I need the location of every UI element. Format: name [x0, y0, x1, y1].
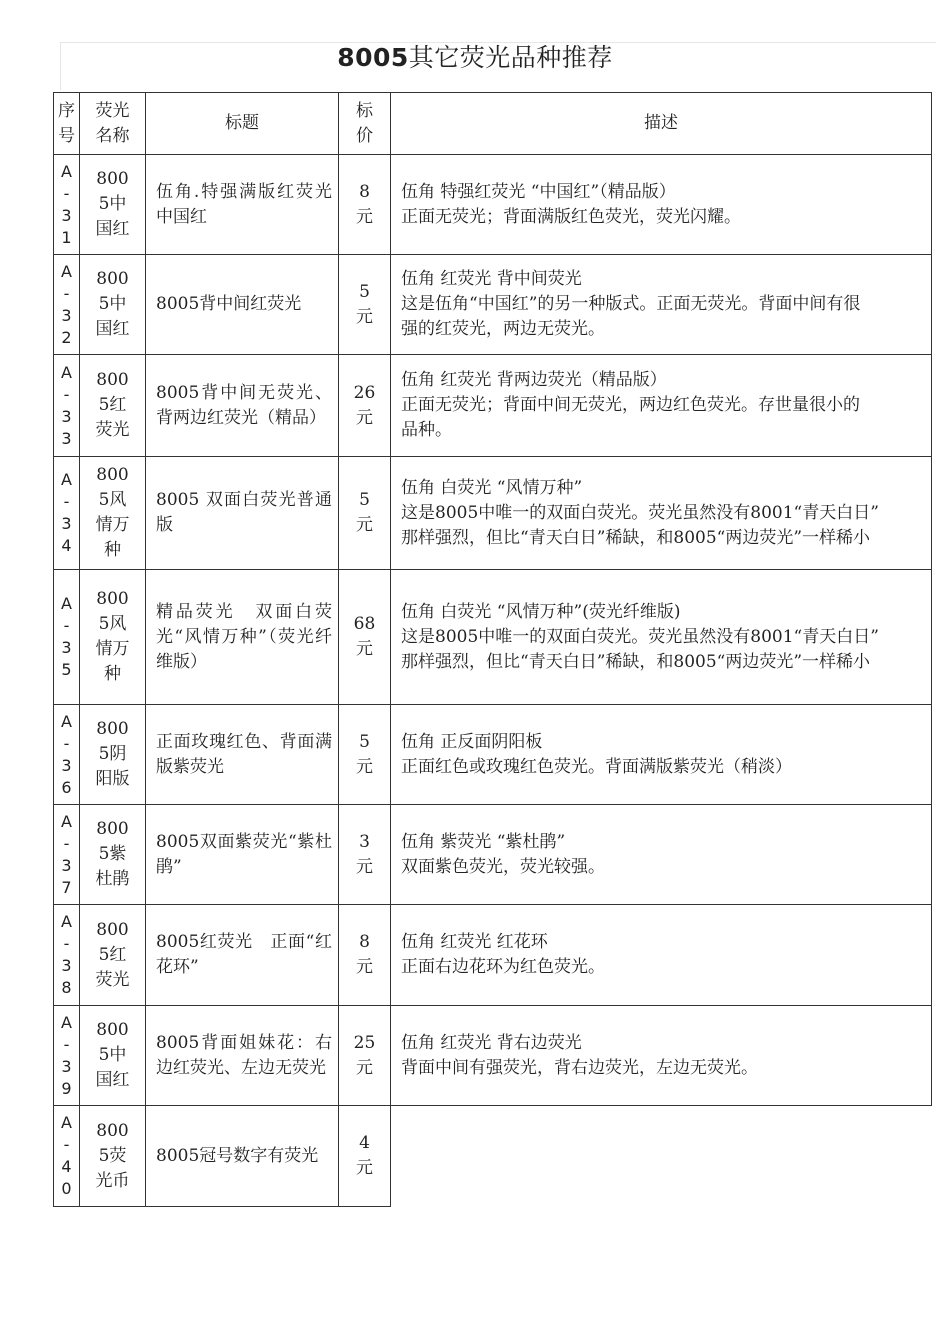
row-name: 8005风情万种 — [80, 570, 146, 705]
row-title: 8005背中间无荧光、背两边红荧光（精品） — [146, 355, 339, 457]
row-seq: A-36 — [54, 705, 80, 805]
header-title: 标题 — [146, 93, 339, 155]
variety-table — [53, 92, 932, 1207]
row-desc — [391, 1006, 932, 1106]
row-desc-line: 品种。 — [401, 420, 452, 440]
row-desc-line: 强的红荧光，两边无荧光。 — [401, 319, 605, 339]
header-price: 标价 — [339, 93, 391, 155]
row-price: 68元 — [339, 570, 391, 705]
row-desc-line: 背面中间有强荧光，背右边荧光，左边无荧光。 — [401, 1057, 758, 1078]
table-row — [54, 1106, 932, 1207]
row-desc — [391, 705, 932, 805]
row-price: 5元 — [339, 457, 391, 570]
header-name: 荧光名称 — [80, 93, 146, 155]
row-desc-line: 正面无荧光；背面满版红色荧光，荧光闪耀。 — [401, 206, 741, 227]
page-title-number: 8005 — [337, 43, 409, 72]
row-price: 25元 — [339, 1006, 391, 1106]
table-row — [54, 155, 932, 255]
row-desc — [391, 905, 932, 1006]
row-price: 26元 — [339, 355, 391, 457]
row-price: 8元 — [339, 155, 391, 255]
row-name: 8005紫杜鹃 — [80, 805, 146, 905]
row-price: 5元 — [339, 255, 391, 355]
row-seq: A-40 — [54, 1106, 80, 1207]
table-row — [54, 570, 932, 705]
row-desc-line: 伍角 红荧光 背中间荧光 — [401, 269, 582, 289]
row-title: 正面玫瑰红色、背面满版紫荧光 — [146, 705, 339, 805]
row-seq: A-33 — [54, 355, 80, 457]
row-price: 5元 — [339, 705, 391, 805]
row-title: 8005 双面白荧光普通版 — [146, 457, 339, 570]
row-desc-line: 伍角 红荧光 红花环 — [401, 932, 548, 952]
row-seq: A-39 — [54, 1006, 80, 1106]
row-seq: A-32 — [54, 255, 80, 355]
table-header-row — [54, 93, 932, 155]
row-name: 8005红荧光 — [80, 355, 146, 457]
row-title: 8005背面姐妹花：右边红荧光、左边无荧光 — [146, 1006, 339, 1106]
table-row — [54, 705, 932, 805]
header-desc: 描述 — [391, 93, 932, 155]
table-row — [54, 805, 932, 905]
row-name: 8005风情万种 — [80, 457, 146, 570]
row-seq: A-35 — [54, 570, 80, 705]
row-title: 8005背中间红荧光 — [146, 255, 339, 355]
row-desc-line: 这是伍角“中国红”的另一种版式。正面无荧光。背面中间有很 — [401, 294, 861, 314]
row-desc-line: 这是8005中唯一的双面白荧光。荧光虽然没有8001“青天白日” — [401, 502, 879, 523]
row-desc-line: 伍角 白荧光 “风情万种”(荧光纤维版) — [401, 601, 681, 622]
table-row — [54, 905, 932, 1006]
row-desc — [391, 457, 932, 570]
row-desc-line: 伍角 特强红荧光 “中国红”（精品版） — [401, 181, 676, 202]
row-seq: A-31 — [54, 155, 80, 255]
row-desc-line: 正面红色或玫瑰红色荧光。背面满版紫荧光（稍淡） — [401, 756, 792, 777]
row-desc — [391, 355, 932, 457]
row-title: 精品荧光 双面白荧光“风情万种”（荧光纤维版） — [146, 570, 339, 705]
row-desc-line: 伍角 白荧光 “风情万种” — [401, 477, 583, 498]
row-price: 4元 — [339, 1106, 391, 1207]
row-seq: A-38 — [54, 905, 80, 1006]
row-seq: A-37 — [54, 805, 80, 905]
row-desc-empty — [391, 1106, 932, 1207]
row-desc-line: 那样强烈，但比“青天白日”稀缺，和8005“两边荧光”一样稀小 — [401, 527, 871, 548]
row-name: 8005中国红 — [80, 1006, 146, 1106]
row-desc — [391, 255, 932, 355]
row-name: 8005阴阳版 — [80, 705, 146, 805]
table-row — [54, 1006, 932, 1106]
row-seq: A-34 — [54, 457, 80, 570]
row-title: 8005冠号数字有荧光 — [146, 1106, 339, 1207]
page-title — [0, 38, 950, 74]
row-desc-line: 双面紫色荧光，荧光较强。 — [401, 856, 605, 877]
row-desc — [391, 570, 932, 705]
row-desc-line: 这是8005中唯一的双面白荧光。荧光虽然没有8001“青天白日” — [401, 626, 879, 647]
row-price: 3元 — [339, 805, 391, 905]
row-title: 伍角.特强满版红荧光 中国红 — [146, 155, 339, 255]
row-desc-line: 伍角 红荧光 背两边荧光（精品版） — [401, 370, 667, 390]
page-title-text: 其它荧光品种推荐 — [408, 43, 613, 72]
row-title: 8005双面紫荧光“紫杜鹃” — [146, 805, 339, 905]
row-desc-line: 伍角 正反面阴阳板 — [401, 731, 543, 752]
table-row — [54, 255, 932, 355]
row-desc-line: 伍角 红荧光 背右边荧光 — [401, 1032, 582, 1053]
row-title: 8005红荧光 正面“红花环” — [146, 905, 339, 1006]
row-name: 8005中国红 — [80, 255, 146, 355]
table-row — [54, 355, 932, 457]
table-row — [54, 457, 932, 570]
row-name: 8005红荧光 — [80, 905, 146, 1006]
row-price: 8元 — [339, 905, 391, 1006]
row-desc-line: 正面无荧光；背面中间无荧光，两边红色荧光。存世量很小的 — [401, 395, 860, 415]
header-seq: 序号 — [54, 93, 80, 155]
row-desc-line: 那样强烈，但比“青天白日”稀缺，和8005“两边荧光”一样稀小 — [401, 651, 871, 672]
row-desc-line: 正面右边花环为红色荧光。 — [401, 957, 605, 977]
row-name: 8005中国红 — [80, 155, 146, 255]
row-desc-line: 伍角 紫荧光 “紫杜鹃” — [401, 831, 566, 852]
row-name: 8005荧光币 — [80, 1106, 146, 1207]
row-desc — [391, 805, 932, 905]
row-desc — [391, 155, 932, 255]
